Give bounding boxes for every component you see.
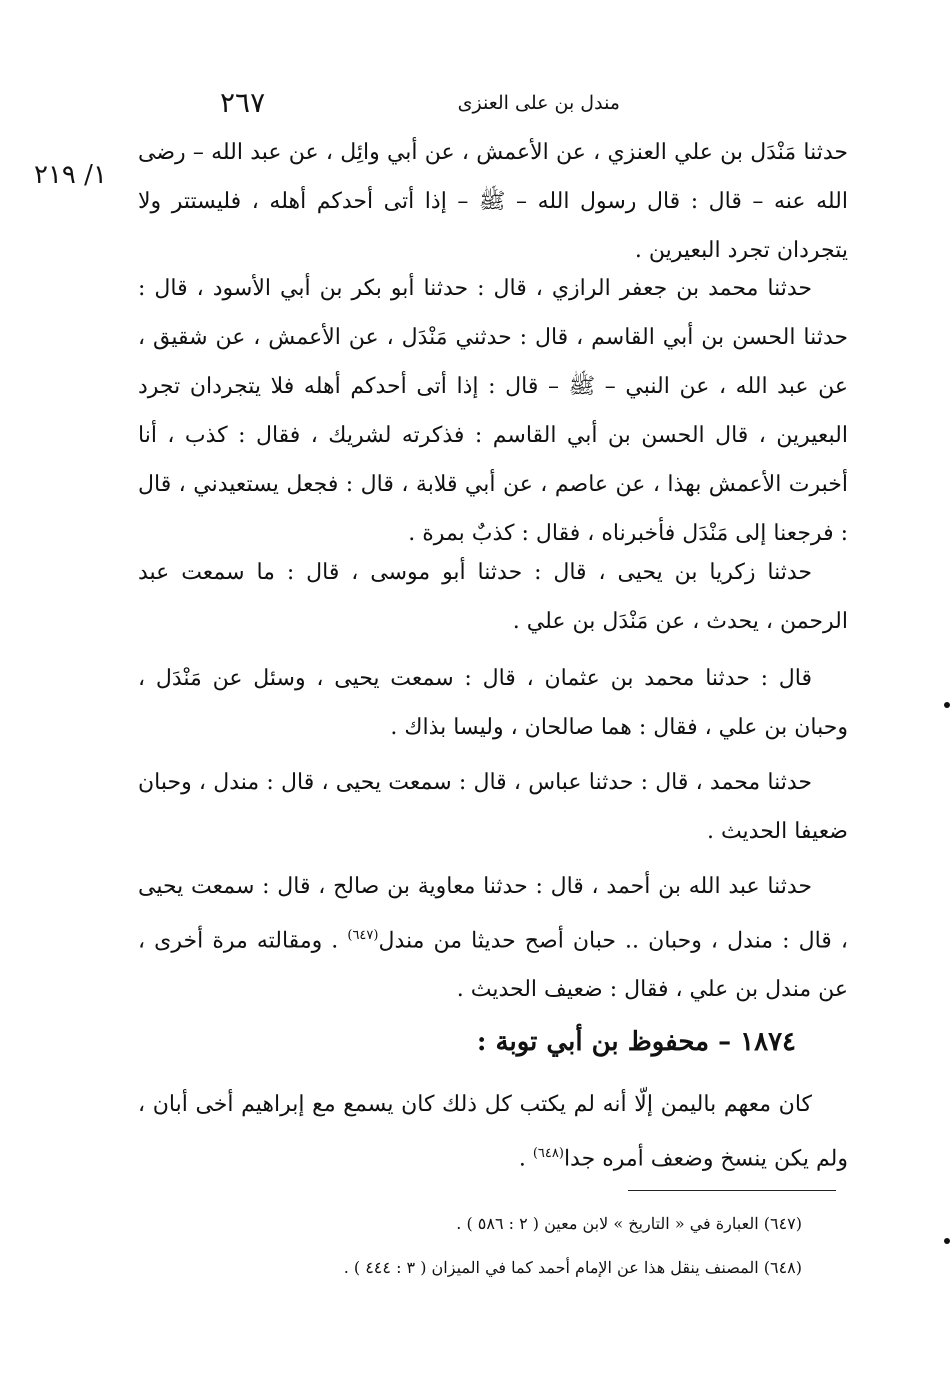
page-header [180,86,620,120]
paragraph-6 [138,862,848,1014]
entry-heading: ١٨٧٤ – محفوظ بن أبي توبة : [476,1027,796,1057]
page-number: ٢٦٧ [220,86,266,119]
scan-edge-mark [944,702,950,708]
paragraph-7-text: كان معهم باليمن إلّا أنه لم يكتب كل ذلك كان يسمع مع إبراهيم أخى أبان ، ولم يكن ينسخ وضعف أمره جدا [138,1092,848,1172]
footnote-647: (٦٤٧) العبارة في « التاريخ » لابن معين ( ٢ : ٥٨٦ ) . [456,1214,802,1233]
paragraph-7-text-end: . [518,1146,533,1172]
paragraph-3: حدثنا زكريا بن يحيى ، قال : حدثنا أبو موسى ، قال : ما سمعت عبد الرحمن ، يحدث ، عن مَنْدَل بن علي . [138,560,848,634]
paragraph-6-text: حدثنا عبد الله بن أحمد ، قال : حدثنا معاوية بن صالح ، قال : سمعت يحيى ، قال : مندل ، وحبان .. حبان أصح حديثا من مندل [138,874,848,954]
footnote-648: (٦٤٨) المصنف ينقل هذا عن الإمام أحمد كما في الميزان ( ٣ : ٤٤٤ ) . [343,1258,802,1277]
paragraph-4: قال : حدثنا محمد بن عثمان ، قال : سمعت يحيى ، وسئل عن مَنْدَل ، وحبان بن علي ، فقال : هما صالحان ، وليسا بذاك . [138,666,848,740]
paragraph-2: حدثنا محمد بن جعفر الرازي ، قال : حدثنا أبو بكر بن أبي الأسود ، قال : حدثنا الحسن بن أبي القاسم ، قال : حدثني مَنْدَل ، عن الأعمش ، عن شقيق ، عن عبد الله ، عن النبي – ﷺ – قال : إذا أتى أحدكم أهله فلا يتجردان تجرد البعيرين ، قال الحسن بن أبي القاسم : فذكرته لشريك ، فقال : كذب ، أنا أخبرت الأعمش بهذا ، عن عاصم ، عن أبي قلابة ، قال : فجعل يستعيدني ، قال : فرجعنا إلى مَنْدَل فأخبرناه ، فقال : كذبٌ بمرة . [138,276,848,546]
footnote-ref-648: (٦٤٨) [532,1146,564,1161]
scan-edge-mark [944,1238,950,1244]
paragraph-1: حدثنا مَنْدَل بن علي العنزي ، عن الأعمش ، عن أبي وائِل ، عن عبد الله – رضى الله عنه – قال : قال رسول الله – ﷺ – إذا أتى أحدكم أهله ، فليستتر ولا يتجردان تجرد البعيرين . [138,140,848,263]
paragraph-5: حدثنا محمد ، قال : حدثنا عباس ، قال : سمعت يحيى ، قال : مندل ، وحبان ضعيفا الحديث . [138,770,848,844]
running-title: مندل بن على العنزى [457,92,620,114]
footnote-ref-647: (٦٤٧) [347,928,379,943]
footnote-divider [628,1190,836,1191]
paragraph-6-text-end: . ومقالته مرة أخرى ، عن مندل بن علي ، فقال : ضعيف الحديث . [138,928,848,1003]
margin-reference: ١/ ٢١٩ [34,160,107,190]
paragraph-7 [138,1080,848,1183]
